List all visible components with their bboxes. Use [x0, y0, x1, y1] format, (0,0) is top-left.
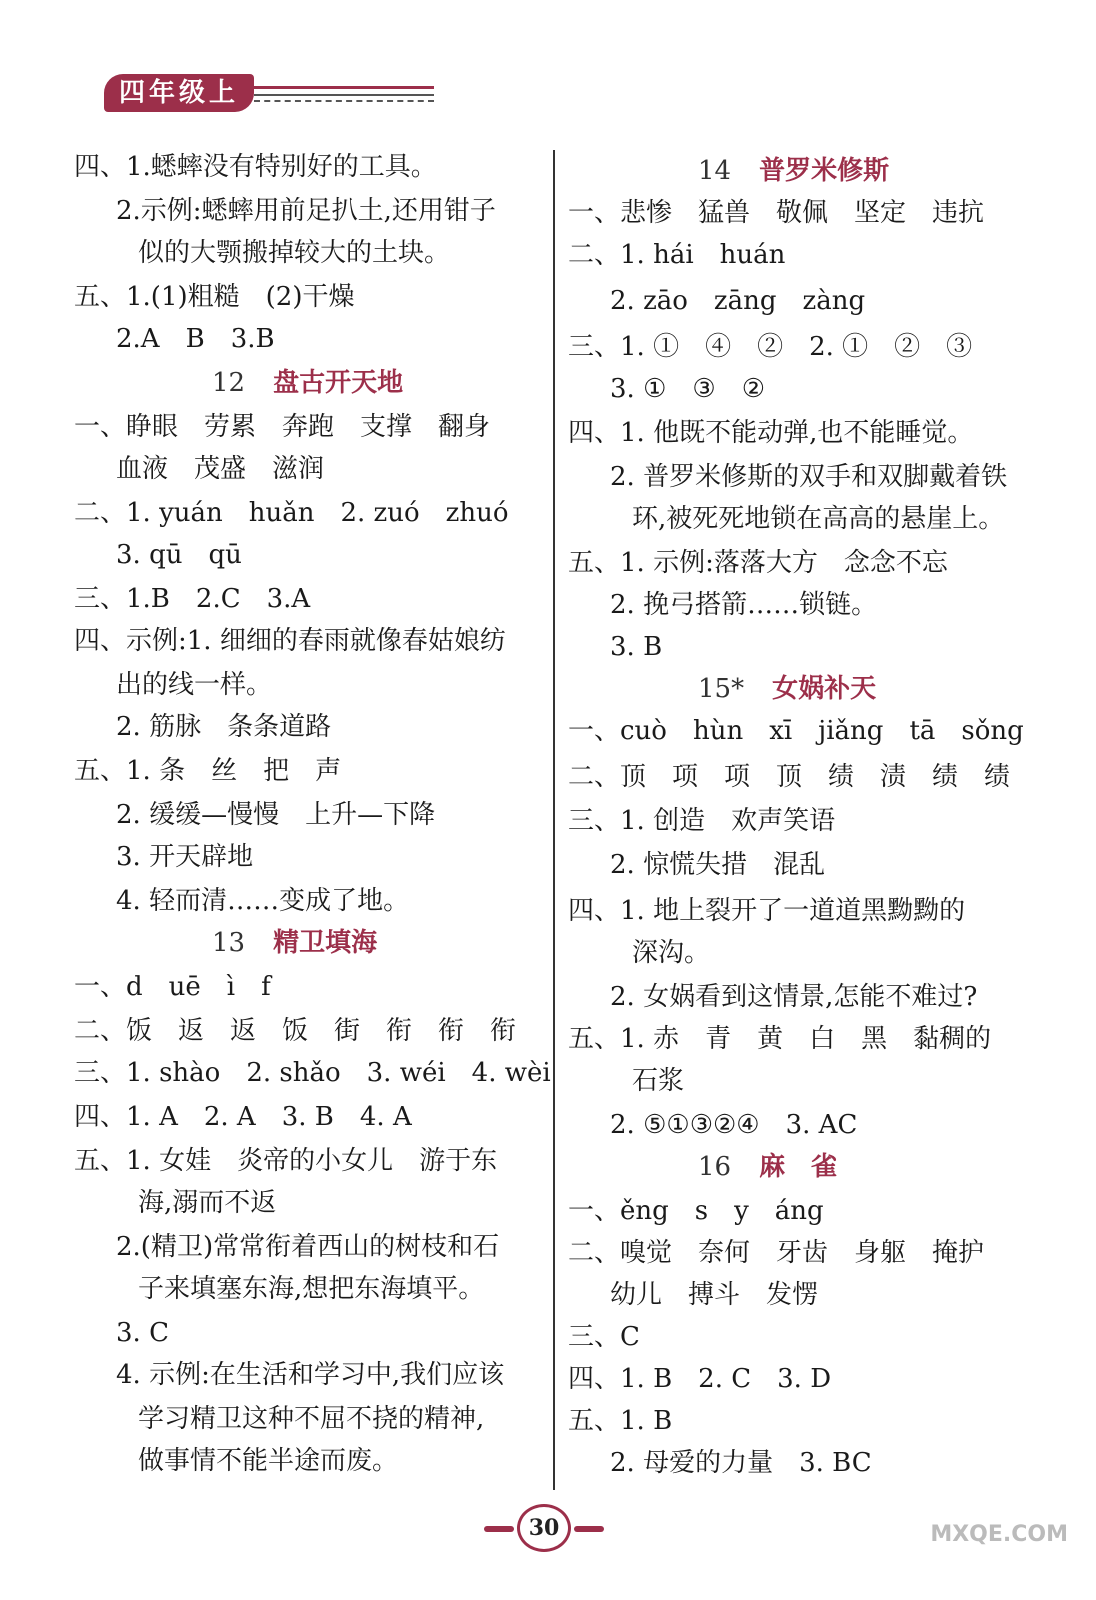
- answer-line: 四、1. 地上裂开了一道道黑黝黝的: [568, 896, 966, 926]
- header-rule: [254, 100, 434, 102]
- answer-line: 做事情不能半途而废。: [138, 1446, 399, 1476]
- answer-line: 一、悲惨 猛兽 敬佩 坚定 违抗: [568, 198, 985, 228]
- section-heading: [212, 926, 377, 960]
- answer-line: 3. ① ③ ②: [610, 374, 765, 404]
- column-divider: [553, 150, 555, 1490]
- answer-line: 三、1. ① ④ ② 2. ① ② ③: [568, 332, 973, 362]
- answer-line: 2. 母爱的力量 3. BC: [610, 1448, 872, 1478]
- answer-line: 血液 茂盛 滋润: [116, 454, 325, 484]
- lesson-number: 12: [212, 368, 246, 398]
- answer-line: 三、C: [568, 1322, 640, 1352]
- answer-line: 2. 挽弓搭箭……锁链。: [610, 590, 878, 620]
- grade-badge: 四年级上: [104, 74, 254, 112]
- answer-line: 子来填塞东海,想把东海填平。: [138, 1274, 485, 1304]
- answer-line: 二、1. yuán huǎn 2. zuó zhuó: [74, 498, 509, 528]
- answer-line: 四、1. 他既不能动弹,也不能睡觉。: [568, 418, 974, 448]
- lesson-title: 盘古开天地: [273, 368, 404, 398]
- answer-line: 学习精卫这种不屈不挠的精神,: [138, 1404, 485, 1434]
- answer-line: 五、1. 女娃 炎帝的小女儿 游于东: [74, 1146, 498, 1176]
- answer-line: 五、1.(1)粗糙 (2)干燥: [74, 282, 355, 312]
- answer-line: 2. 惊慌失措 混乱: [610, 850, 826, 880]
- lesson-title: 女娲补天: [772, 674, 877, 704]
- answer-line: 石浆: [632, 1066, 685, 1096]
- lesson-title: 精卫填海: [273, 928, 378, 958]
- lesson-number: 13: [212, 928, 246, 958]
- answer-line: 2. 女娲看到这情景,怎能不难过?: [610, 982, 978, 1012]
- header-rule: [254, 86, 434, 89]
- answer-line: 五、1. 条 丝 把 声: [74, 756, 342, 786]
- lesson-number: 15*: [698, 674, 745, 704]
- answer-line: 2.示例:蟋蟀用前足扒土,还用钳子: [116, 196, 496, 226]
- answer-line: 2. ⑤①③②④ 3. AC: [610, 1110, 858, 1140]
- answer-line: 五、1. 示例:落落大方 念念不忘: [568, 548, 948, 578]
- answer-line: 四、示例:1. 细细的春雨就像春姑娘纺: [74, 626, 506, 656]
- answer-line: 二、1. hái huán: [568, 240, 786, 270]
- ornament-left: [484, 1526, 514, 1532]
- answer-line: 4. 轻而清……变成了地。: [116, 886, 410, 916]
- section-heading: [212, 366, 403, 400]
- answer-line: 环,被死死地锁在高高的悬崖上。: [632, 504, 1005, 534]
- answer-line: 出的线一样。: [116, 670, 273, 700]
- answer-line: 3. 开天辟地: [116, 842, 254, 872]
- section-heading: [698, 672, 876, 706]
- answer-line: 五、1. B: [568, 1406, 673, 1436]
- answer-line: 四、1.蟋蟀没有特别好的工具。: [74, 152, 437, 182]
- page-header: [104, 74, 434, 114]
- answer-line: 4. 示例:在生活和学习中,我们应该: [116, 1360, 505, 1390]
- page-number: 30: [517, 1504, 571, 1552]
- answer-line: 二、顶 项 项 顶 绩 渍 绩 绩: [568, 762, 1011, 792]
- section-heading: [698, 1150, 837, 1184]
- answer-line: 幼儿 搏斗 发愣: [610, 1280, 819, 1310]
- answer-line: 2.(精卫)常常衔着西山的树枝和石: [116, 1232, 500, 1262]
- answer-line: 海,溺而不返: [138, 1188, 277, 1218]
- answer-line: 一、cuò hùn xī jiǎng tā sǒng: [568, 716, 1024, 746]
- answer-line: 3. qū qū: [116, 540, 242, 570]
- answer-line: 四、1. B 2. C 3. D: [568, 1364, 832, 1394]
- answer-line: 似的大颚搬掉较大的土块。: [138, 238, 451, 268]
- lesson-title: 普罗米修斯: [759, 156, 890, 186]
- header-rule: [254, 94, 434, 96]
- answer-line: 3. C: [116, 1318, 169, 1348]
- page-number-ornament: [484, 1504, 604, 1552]
- answer-line: 一、ěng s y áng: [568, 1196, 824, 1226]
- answer-line: 2.A B 3.B: [116, 324, 275, 354]
- answer-line: 一、d uē ì f: [74, 972, 271, 1002]
- watermark-logo: MXQE.COM: [930, 1522, 1068, 1547]
- section-heading: [698, 154, 889, 188]
- answer-line: 2. 缓缓—慢慢 上升—下降: [116, 800, 436, 830]
- ornament-right: [574, 1526, 604, 1532]
- answer-line: 一、睁眼 劳累 奔跑 支撑 翻身: [74, 412, 491, 442]
- answer-line: 深沟。: [632, 938, 711, 968]
- answer-line: 三、1.B 2.C 3.A: [74, 584, 311, 614]
- answer-line: 五、1. 赤 青 黄 白 黑 黏稠的: [568, 1024, 992, 1054]
- answer-line: 2. 筋脉 条条道路: [116, 712, 332, 742]
- answer-line: 二、嗅觉 奈何 牙齿 身躯 掩护: [568, 1238, 985, 1268]
- answer-line: 3. B: [610, 632, 663, 662]
- answer-line: 2. zāo zāng zàng: [610, 286, 866, 316]
- answer-line: 2. 普罗米修斯的双手和双脚戴着铁: [610, 462, 1008, 492]
- answer-line: 二、饭 返 返 饭 街 衔 衔 衔: [74, 1016, 517, 1046]
- lesson-title: 麻 雀: [759, 1152, 838, 1182]
- answer-line: 四、1. A 2. A 3. B 4. A: [74, 1102, 412, 1132]
- lesson-number: 14: [698, 156, 732, 186]
- answer-line: 三、1. 创造 欢声笑语: [568, 806, 836, 836]
- answer-line: 三、1. shào 2. shǎo 3. wéi 4. wèi: [74, 1058, 551, 1088]
- lesson-number: 16: [698, 1152, 732, 1182]
